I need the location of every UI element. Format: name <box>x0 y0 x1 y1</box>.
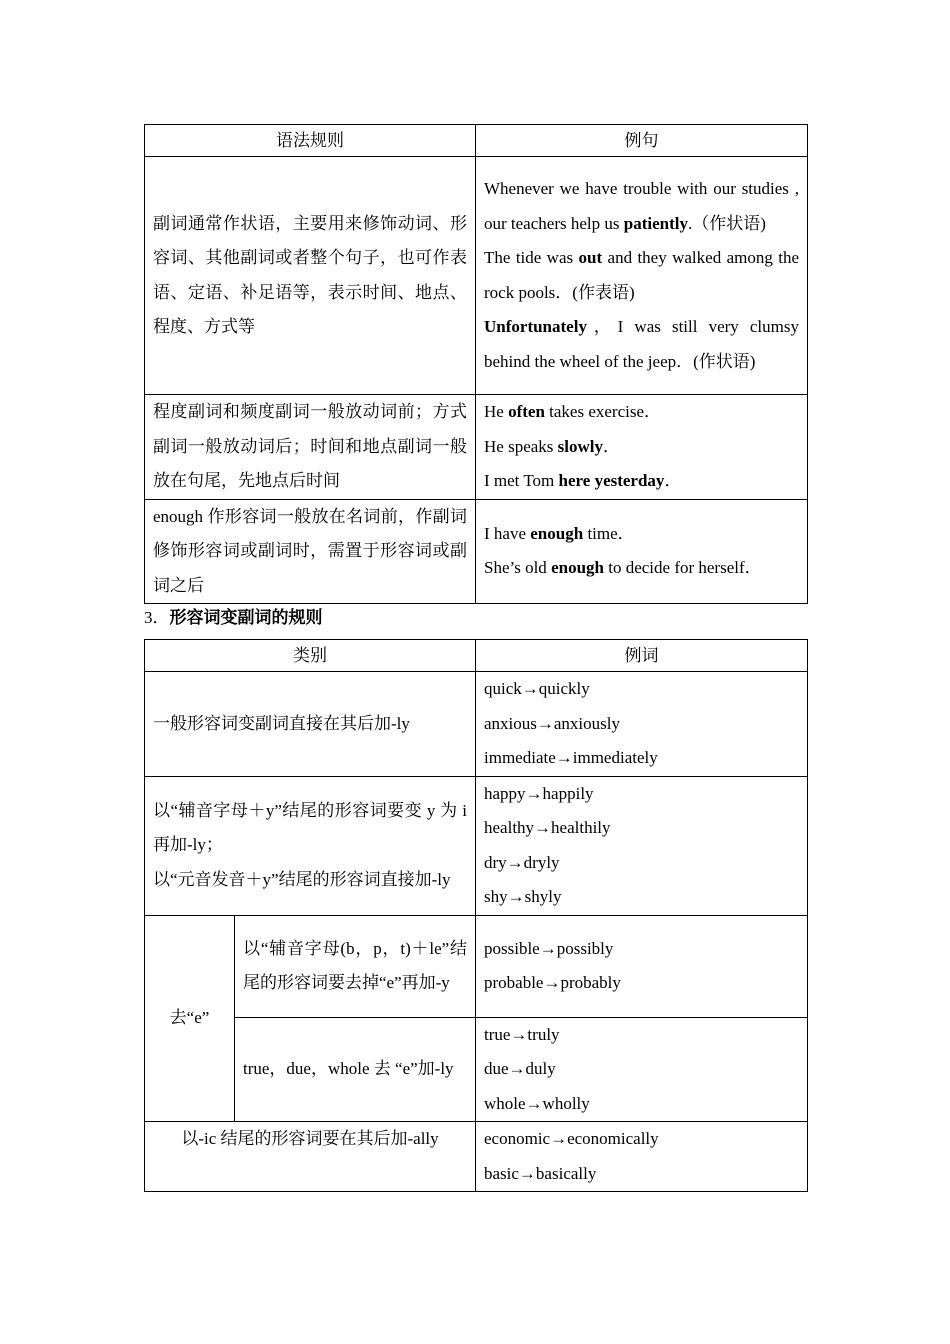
sentence-keyword: out <box>578 248 603 267</box>
example-word: whole→wholly <box>484 1093 590 1113</box>
sentence-text: I met Tom <box>484 471 559 490</box>
rule-cell: true，due，whole 去 “e”加-ly <box>235 1017 476 1122</box>
example-cell <box>476 1017 808 1122</box>
table-row <box>145 776 808 915</box>
sentence-text: and they walked among the rock pools．(作表语) <box>484 248 799 302</box>
example-word: probable→probably <box>484 973 621 992</box>
grammar-rules-table <box>144 124 808 604</box>
example-cell <box>476 157 808 395</box>
example-word: dry→dryly <box>484 852 560 872</box>
sentence-text: Whenever we have trouble with our studies , our teachers help us <box>484 179 799 233</box>
sentence-text: She’s old <box>484 558 552 578</box>
adjective-to-adverb-table <box>144 639 808 1192</box>
sentence-text: takes exercise． <box>544 402 662 421</box>
sentence-text: .（作状语) <box>687 213 766 233</box>
table-row <box>145 1017 808 1122</box>
sentence-keyword: often <box>508 402 545 421</box>
example-cell <box>476 776 808 915</box>
example-sentence <box>484 395 799 430</box>
table-row <box>145 395 808 500</box>
example-word: happy→happily <box>484 783 594 803</box>
example-word: anxious→anxiously <box>484 713 620 733</box>
rule-cell: 副词通常作状语，主要用来修饰动词、形容词、其他副词或者整个句子，也可作表语、定语、补足语等，表示时间、地点、程度、方式等 <box>145 157 476 395</box>
sentence-text: The tide was <box>484 248 579 267</box>
example-cell <box>476 395 808 500</box>
sentence-text: I have <box>484 523 531 543</box>
example-word: quick→quickly <box>484 679 590 698</box>
table-row <box>145 499 808 604</box>
sentence-text: ． <box>603 436 620 456</box>
section-heading <box>144 604 807 639</box>
example-sentence <box>484 517 799 552</box>
rule-cell <box>145 776 476 915</box>
example-cell <box>476 915 808 1017</box>
sentence-keyword: Unfortunately <box>484 317 587 336</box>
rule-cell: 以-ic 结尾的形容词要在其后加-ally <box>145 1122 476 1192</box>
sentence-text: He speaks <box>484 436 558 456</box>
sentence-text: to decide for herself． <box>603 558 762 578</box>
section-title: 形容词变副词的规则 <box>169 608 323 627</box>
rule-cell: 一般形容词变副词直接在其后加-ly <box>145 672 476 777</box>
table-row <box>145 1122 808 1192</box>
table-row <box>145 672 808 777</box>
example-sentence <box>484 310 799 379</box>
sentence-keyword: enough <box>551 558 604 578</box>
example-sentence <box>484 464 799 499</box>
section-number: 3． <box>144 608 170 627</box>
example-word: economic→economically <box>484 1129 659 1148</box>
example-word: basic→basically <box>484 1163 597 1183</box>
header-example-word: 例词 <box>476 640 808 672</box>
example-word: shy→shyly <box>484 887 562 906</box>
header-example-sentence: 例句 <box>476 125 808 157</box>
table-row <box>145 915 808 1017</box>
example-cell <box>476 499 808 604</box>
rule-line: 以“辅音字母＋y”结尾的形容词要变 y 为 i 再加-ly； <box>153 800 467 855</box>
sentence-keyword: slowly <box>557 436 603 456</box>
rule-line: 以“元音发音＋y”结尾的形容词直接加-ly <box>153 869 451 889</box>
rule-cell: enough 作形容词一般放在名词前，作副词修饰形容词或副词时，需置于形容词或副词之后 <box>145 499 476 604</box>
header-grammar-rule: 语法规则 <box>145 125 476 157</box>
example-word: true→truly <box>484 1024 560 1044</box>
sentence-text: time． <box>583 523 635 543</box>
example-word: immediate→immediately <box>484 748 658 767</box>
sentence-keyword: here yesterday <box>558 471 665 490</box>
sentence-text: ． <box>664 471 682 490</box>
example-cell <box>476 1122 808 1192</box>
example-sentence <box>484 551 799 586</box>
sentence-text: He <box>484 402 509 421</box>
example-word: healthy→healthily <box>484 818 611 837</box>
sentence-keyword: enough <box>530 523 584 543</box>
header-category: 类别 <box>145 640 476 672</box>
example-word: due→duly <box>484 1059 556 1078</box>
table-header-row <box>145 125 808 157</box>
example-word: possible→possibly <box>484 938 614 958</box>
document-page <box>144 124 807 1192</box>
table-row <box>145 157 808 395</box>
sentence-text: ，I was still very clumsy behind the wheel of the jeep．(作状语) <box>484 317 799 371</box>
example-sentence <box>484 172 799 241</box>
rule-cell: 程度副词和频度副词一般放动词前；方式副词一般放动词后；时间和地点副词一般放在句尾，先地点后时间 <box>145 395 476 500</box>
rule-cell: 以“辅音字母(b，p，t)＋le”结尾的形容词要去掉“e”再加-y <box>235 915 476 1017</box>
example-sentence <box>484 241 799 310</box>
group-label-cell: 去“e” <box>145 915 235 1122</box>
example-cell <box>476 672 808 777</box>
example-sentence <box>484 430 799 465</box>
sentence-keyword: patiently <box>623 213 688 233</box>
table-header-row <box>145 640 808 672</box>
